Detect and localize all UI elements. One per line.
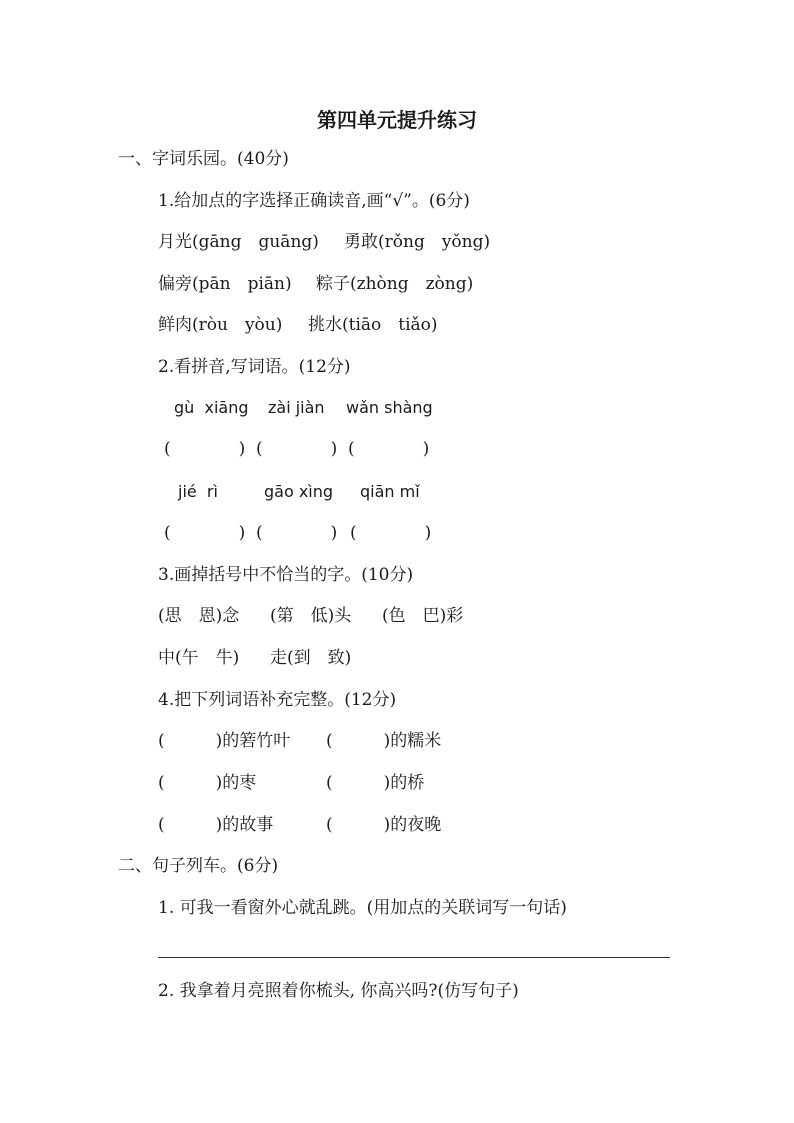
word-choice[interactable]: 走(到 致) [270, 648, 352, 668]
section-heading: 二、句子列车。(6分) [118, 856, 279, 876]
answer-blank[interactable]: ( ) [256, 523, 338, 543]
reading-choice[interactable]: 鲜肉(ròu yòu) [158, 315, 283, 335]
word-choice[interactable]: (思 恩)念 [158, 606, 240, 626]
reading-choice[interactable]: 勇敢(rǒng yǒng) [344, 232, 491, 252]
question-prompt: 1.给加点的字选择正确读音,画“√”。(6分) [158, 191, 470, 211]
fill-in-phrase[interactable]: ( )的故事 [158, 815, 274, 835]
answer-line[interactable] [158, 957, 670, 958]
pinyin-word: wǎn shàng [346, 398, 433, 417]
word-choice[interactable]: (第 低)头 [270, 606, 352, 626]
reading-choice[interactable]: 粽子(zhòng zòng) [316, 274, 474, 294]
fill-in-phrase[interactable]: ( )的夜晚 [326, 815, 442, 835]
question-prompt: 3.画掉括号中不恰当的字。(10分) [158, 565, 414, 585]
question-prompt: 2.看拼音,写词语。(12分) [158, 357, 351, 377]
fill-in-phrase[interactable]: ( )的箬竹叶 [158, 731, 291, 751]
pinyin-word: qiān mǐ [360, 482, 420, 501]
pinyin-word: zài jiàn [268, 398, 325, 417]
pinyin-word: gāo xìng [264, 482, 334, 501]
answer-blank[interactable]: ( ) [164, 439, 246, 459]
answer-blank[interactable]: ( ) [256, 439, 338, 459]
question-prompt: 1. 可我一看窗外心就乱跳。(用加点的关联词写一句话) [158, 898, 567, 918]
question-prompt: 2. 我拿着月亮照着你梳头, 你高兴吗?(仿写句子) [158, 981, 519, 1001]
question-prompt: 4.把下列词语补充完整。(12分) [158, 690, 397, 710]
pinyin-word: gù xiāng [174, 398, 249, 417]
answer-blank[interactable]: ( ) [164, 523, 246, 543]
reading-choice[interactable]: 挑水(tiāo tiǎo) [308, 315, 438, 335]
word-choice[interactable]: 中(午 牛) [158, 648, 240, 668]
section-heading: 一、字词乐园。(40分) [118, 149, 289, 169]
answer-blank[interactable]: ( ) [348, 439, 430, 459]
pinyin-word: jié rì [178, 482, 218, 501]
answer-blank[interactable]: ( ) [350, 523, 432, 543]
fill-in-phrase[interactable]: ( )的枣 [158, 773, 257, 793]
fill-in-phrase[interactable]: ( )的桥 [326, 773, 425, 793]
reading-choice[interactable]: 月光(gāng guāng) [158, 232, 319, 252]
fill-in-phrase[interactable]: ( )的糯米 [326, 731, 442, 751]
page-title: 第四单元提升练习 [317, 108, 477, 132]
reading-choice[interactable]: 偏旁(pān piān) [158, 274, 292, 294]
word-choice[interactable]: (色 巴)彩 [382, 606, 464, 626]
